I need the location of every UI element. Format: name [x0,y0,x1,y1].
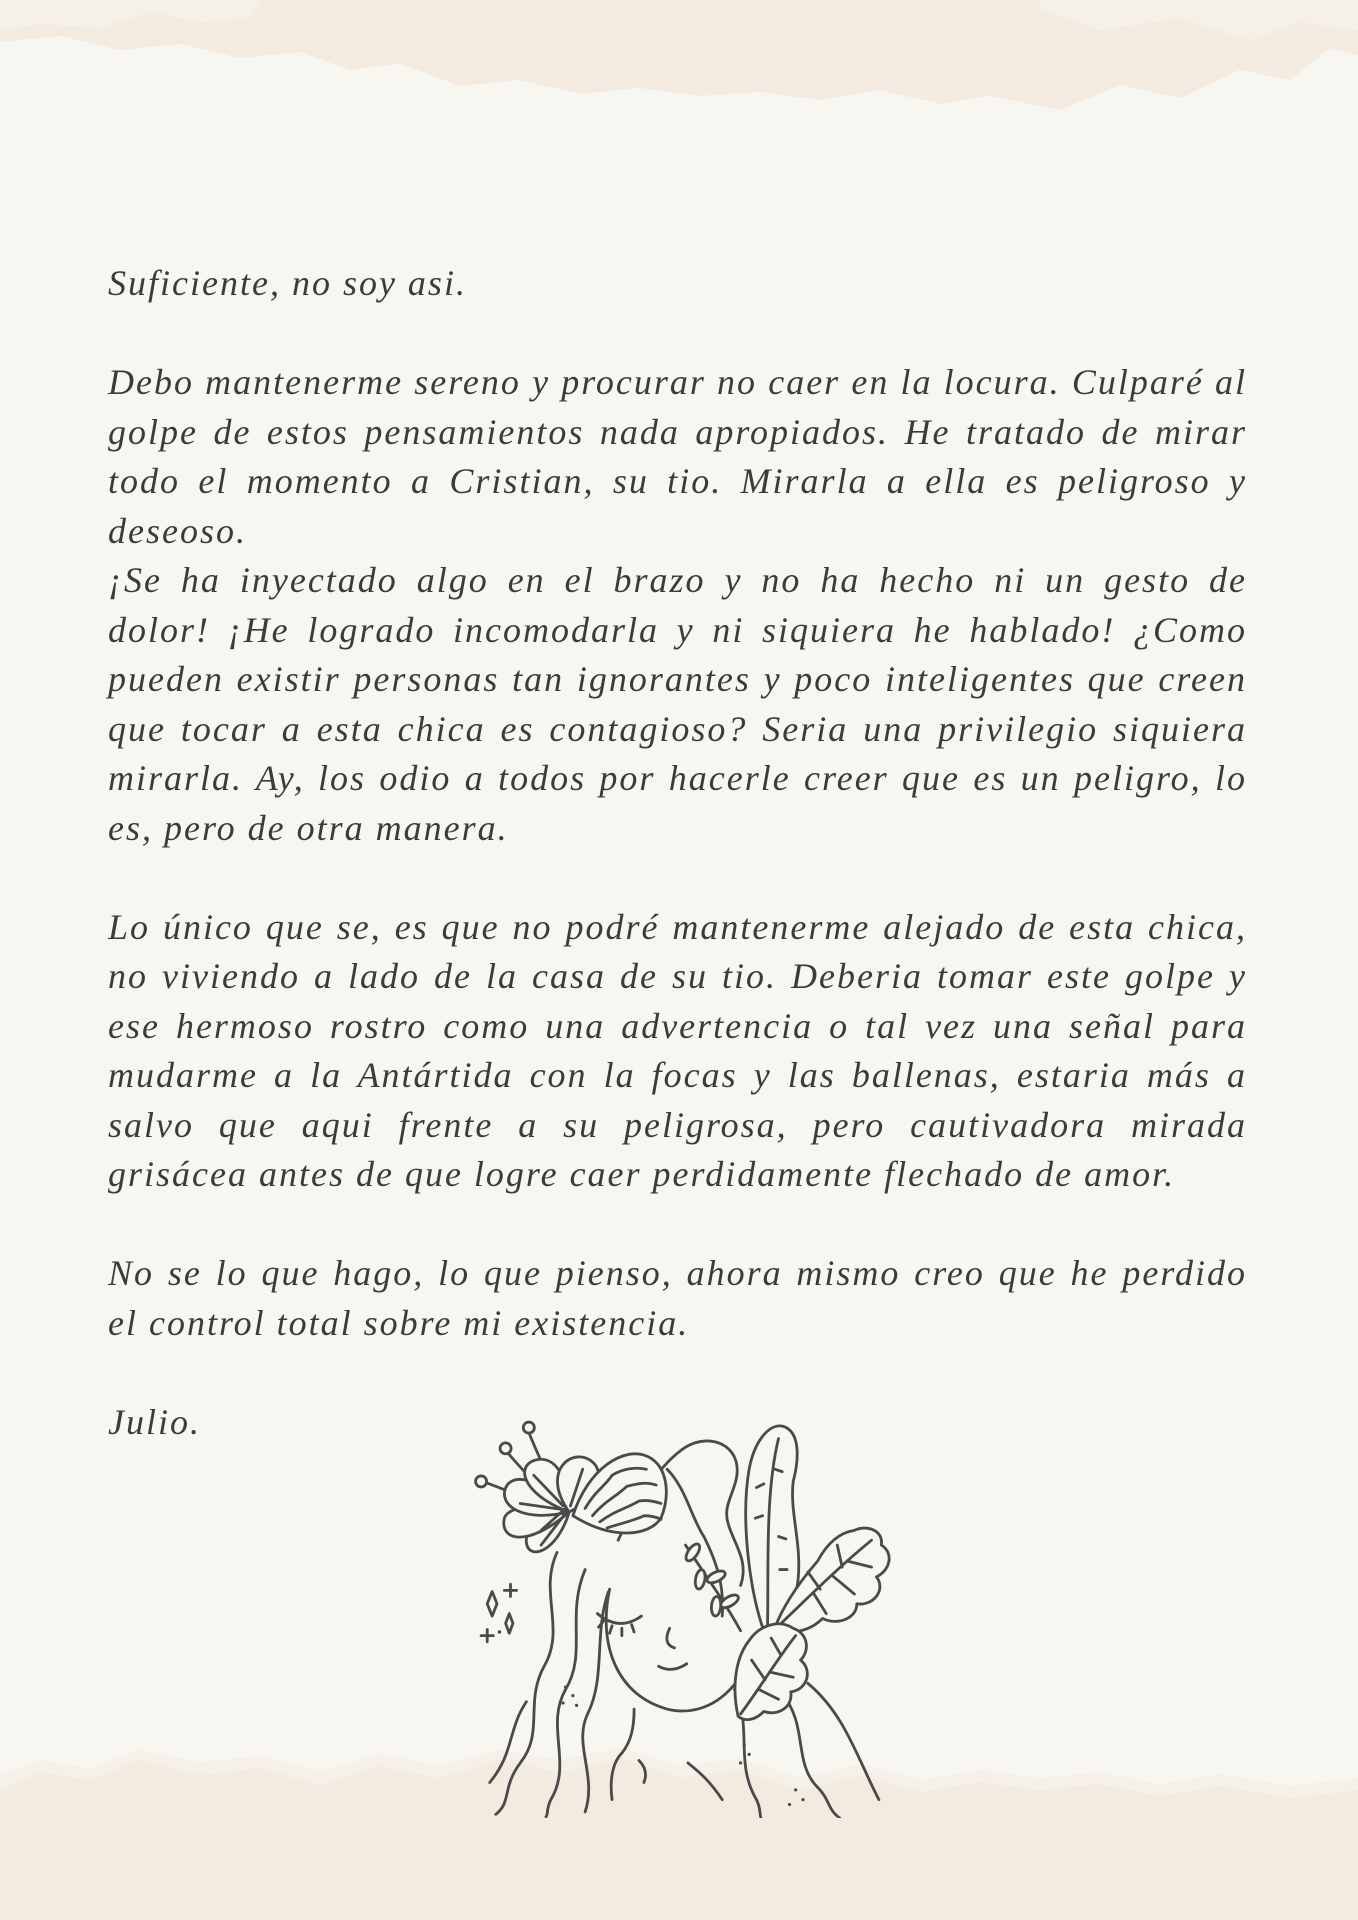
paragraph: Debo mantenerme sereno y procurar no caer en la locura. Culparé al golpe de estos pensamientos nada apropiados. He tratado de mirar todo el momento a Cristian, su tio. Mirarla a ella es peligroso y deseoso. [108,362,1247,551]
sparkle-icon [481,1584,516,1642]
torn-paper-top-edge [0,0,1358,130]
greeting: Suficiente, no soy asi. [108,263,467,303]
flower-icon [476,1422,667,1552]
signature: Julio. [108,1401,201,1442]
paragraph: Lo único que se, es que no podré mantenerme alejado de esta chica, no viviendo a lado de la casa de su tio. Deberia tomar este golpe y ese hermoso rostro como una advertencia o tal vez una señal para mudarme a la Antártida con la focas y las ballenas, estaria más a salvo que aqui frente a su peligrosa, pero cautivadora mirada grisácea antes de que logre caer perdidamente flechado de amor. [108,906,1247,1194]
girl-with-flowers-illustration [465,1408,906,1818]
letter-body [108,259,1247,1447]
paragraph: ¡Se ha inyectado algo en el brazo y no ha hecho ni un gesto de dolor! ¡He logrado incomodarla y ni siquiera he hablado! ¿Como pueden existir personas tan ignorantes y poco inteligentes que creen que tocar a esta chica es contagioso? Seria una privilegio siquiera mirarla. Ay, los odio a todos por hacerle creer que es un peligro, lo es, pero de otra manera. [108,560,1247,848]
paragraph: No se lo que hago, lo que pienso, ahora mismo creo que he perdido el control total sobre mi existencia. [108,1253,1247,1343]
